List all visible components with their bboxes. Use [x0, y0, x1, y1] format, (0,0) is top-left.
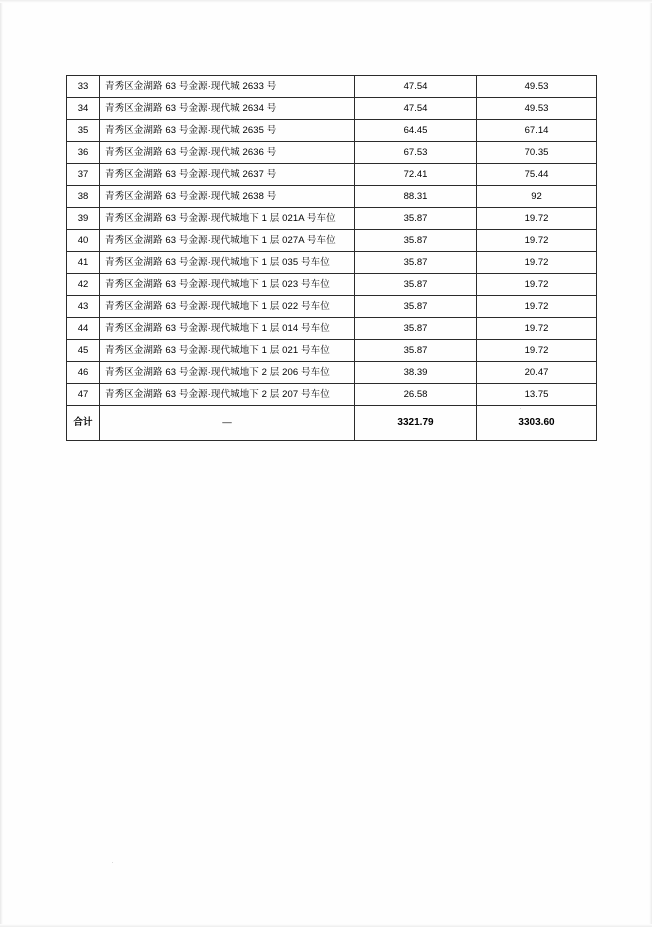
row-description: 青秀区金湖路 63 号金源·现代城地下 1 层 035 号车位 [100, 252, 355, 274]
total-description: — [100, 406, 355, 441]
row-description: 青秀区金湖路 63 号金源·现代城地下 1 层 023 号车位 [100, 274, 355, 296]
row-value-assessed-area: 19.72 [477, 296, 597, 318]
row-value-building-area: 35.87 [355, 274, 477, 296]
row-description: 青秀区金湖路 63 号金源·现代城 2638 号 [100, 186, 355, 208]
row-description: 青秀区金湖路 63 号金源·现代城地下 2 层 206 号车位 [100, 362, 355, 384]
table-row [67, 208, 597, 230]
total-building-area: 3321.79 [355, 406, 477, 441]
table-row [67, 384, 597, 406]
table-row [67, 318, 597, 340]
row-index: 46 [67, 362, 100, 384]
row-value-building-area: 35.87 [355, 340, 477, 362]
row-description: 青秀区金湖路 63 号金源·现代城地下 1 层 014 号车位 [100, 318, 355, 340]
row-index: 33 [67, 76, 100, 98]
row-description: 青秀区金湖路 63 号金源·现代城 2634 号 [100, 98, 355, 120]
row-index: 34 [67, 98, 100, 120]
total-label: 合计 [67, 406, 100, 441]
row-index: 41 [67, 252, 100, 274]
page-edge-top [0, 0, 652, 3]
row-index: 38 [67, 186, 100, 208]
row-description: 青秀区金湖路 63 号金源·现代城地下 1 层 021 号车位 [100, 340, 355, 362]
scan-speck [112, 862, 113, 863]
row-value-assessed-area: 70.35 [477, 142, 597, 164]
row-index: 36 [67, 142, 100, 164]
table-row [67, 230, 597, 252]
row-description: 青秀区金湖路 63 号金源·现代城地下 1 层 021A 号车位 [100, 208, 355, 230]
row-value-building-area: 35.87 [355, 296, 477, 318]
row-value-assessed-area: 19.72 [477, 230, 597, 252]
property-table-container [66, 75, 589, 441]
row-value-building-area: 35.87 [355, 230, 477, 252]
row-value-assessed-area: 92 [477, 186, 597, 208]
table-row [67, 186, 597, 208]
row-value-building-area: 72.41 [355, 164, 477, 186]
row-index: 47 [67, 384, 100, 406]
table-row [67, 252, 597, 274]
property-table [66, 75, 597, 441]
row-index: 40 [67, 230, 100, 252]
row-index: 42 [67, 274, 100, 296]
row-description: 青秀区金湖路 63 号金源·现代城 2633 号 [100, 76, 355, 98]
row-value-building-area: 35.87 [355, 252, 477, 274]
row-description: 青秀区金湖路 63 号金源·现代城 2635 号 [100, 120, 355, 142]
row-value-building-area: 38.39 [355, 362, 477, 384]
row-value-building-area: 35.87 [355, 208, 477, 230]
row-value-assessed-area: 75.44 [477, 164, 597, 186]
row-value-building-area: 26.58 [355, 384, 477, 406]
row-value-assessed-area: 49.53 [477, 98, 597, 120]
table-row [67, 274, 597, 296]
row-value-building-area: 88.31 [355, 186, 477, 208]
table-row [67, 340, 597, 362]
table-row [67, 76, 597, 98]
row-value-assessed-area: 19.72 [477, 252, 597, 274]
row-description: 青秀区金湖路 63 号金源·现代城地下 1 层 022 号车位 [100, 296, 355, 318]
table-row [67, 164, 597, 186]
row-description: 青秀区金湖路 63 号金源·现代城 2636 号 [100, 142, 355, 164]
row-index: 37 [67, 164, 100, 186]
table-row [67, 142, 597, 164]
table-total-row [67, 406, 597, 441]
table-row [67, 120, 597, 142]
table-body [67, 76, 597, 441]
row-description: 青秀区金湖路 63 号金源·现代城地下 1 层 027A 号车位 [100, 230, 355, 252]
row-index: 43 [67, 296, 100, 318]
row-value-assessed-area: 67.14 [477, 120, 597, 142]
row-description: 青秀区金湖路 63 号金源·现代城地下 2 层 207 号车位 [100, 384, 355, 406]
row-index: 35 [67, 120, 100, 142]
total-assessed-area: 3303.60 [477, 406, 597, 441]
row-value-assessed-area: 13.75 [477, 384, 597, 406]
page-edge-left [0, 0, 3, 927]
row-value-assessed-area: 19.72 [477, 318, 597, 340]
row-value-building-area: 47.54 [355, 76, 477, 98]
row-value-assessed-area: 19.72 [477, 208, 597, 230]
row-index: 45 [67, 340, 100, 362]
row-value-building-area: 67.53 [355, 142, 477, 164]
row-index: 44 [67, 318, 100, 340]
table-row [67, 362, 597, 384]
row-value-assessed-area: 49.53 [477, 76, 597, 98]
row-description: 青秀区金湖路 63 号金源·现代城 2637 号 [100, 164, 355, 186]
row-value-building-area: 64.45 [355, 120, 477, 142]
row-value-building-area: 47.54 [355, 98, 477, 120]
table-row [67, 296, 597, 318]
row-value-assessed-area: 19.72 [477, 274, 597, 296]
row-index: 39 [67, 208, 100, 230]
row-value-assessed-area: 19.72 [477, 340, 597, 362]
row-value-assessed-area: 20.47 [477, 362, 597, 384]
table-row [67, 98, 597, 120]
row-value-building-area: 35.87 [355, 318, 477, 340]
